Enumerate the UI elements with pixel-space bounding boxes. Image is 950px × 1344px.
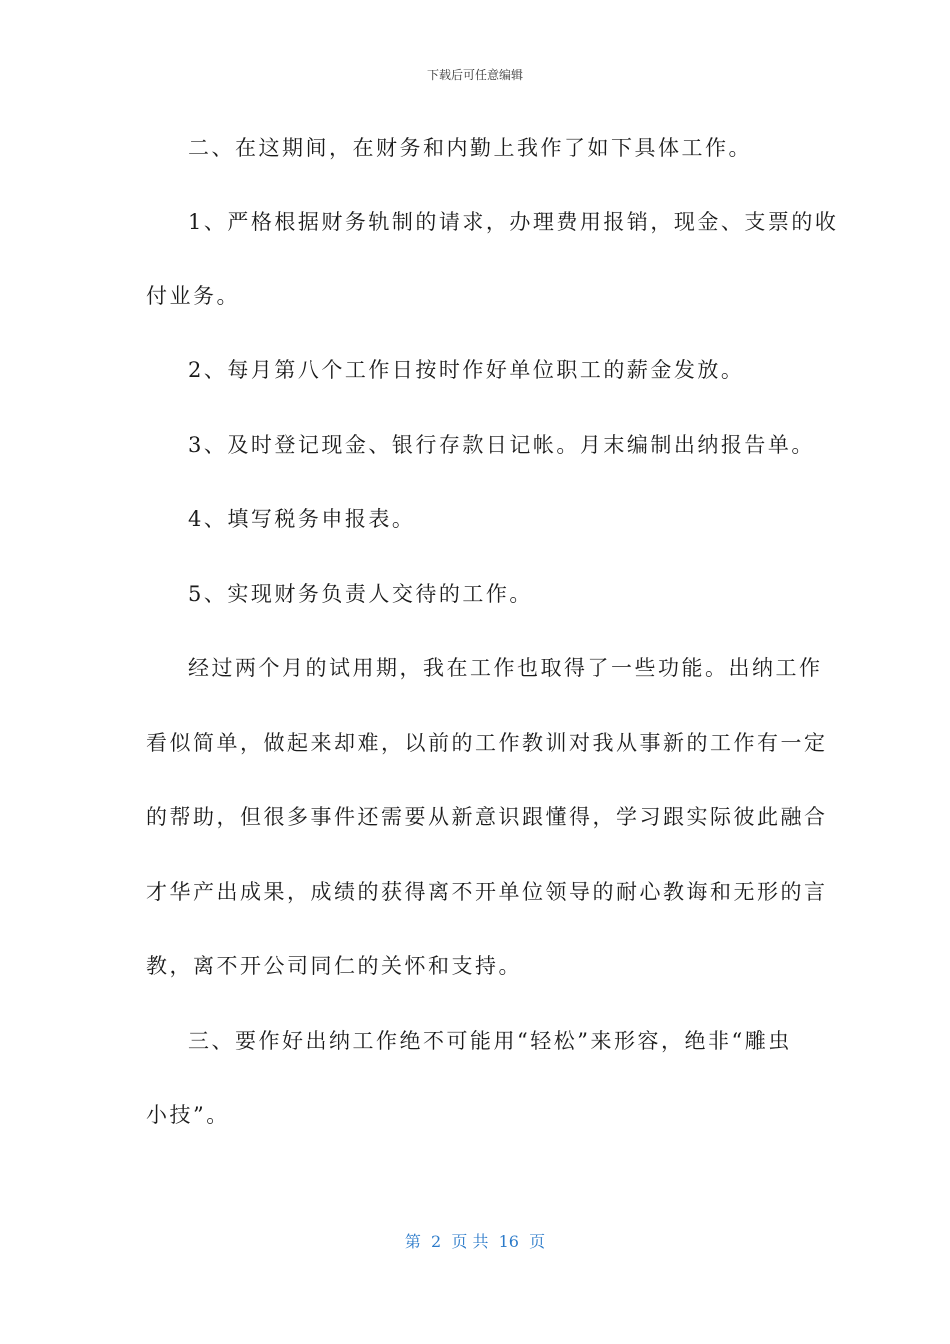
paragraph-line: 看似简单，做起来却难，以前的工作教训对我从事新的工作有一定: [146, 731, 828, 755]
paragraph-line: 2、每月第八个工作日按时作好单位职工的薪金发放。: [188, 358, 745, 382]
paragraph-line: 5、实现财务负责人交待的工作。: [188, 582, 533, 606]
paragraph-line: 3、及时登记现金、银行存款日记帐。月末编制出纳报告单。: [188, 433, 815, 457]
paragraph-line: 小技”。: [146, 1103, 230, 1127]
paragraph-line: 二、在这期间，在财务和内勤上我作了如下具体工作。: [188, 136, 752, 160]
paragraph-line: 的帮助，但很多事件还需要从新意识跟懂得，学习跟实际彼此融合: [146, 805, 828, 829]
paragraph-line: 教，离不开公司同仁的关怀和支持。: [146, 954, 522, 978]
paragraph-line: 付业务。: [146, 284, 240, 308]
paragraph-line: 三、要作好出纳工作绝不可能用“轻松”来形容，绝非“雕虫: [188, 1029, 792, 1053]
paragraph-line: 经过两个月的试用期，我在工作也取得了一些功能。出纳工作: [188, 656, 823, 680]
paragraph-line: 4、填写税务申报表。: [188, 507, 416, 531]
page-header: 下载后可任意编辑: [426, 68, 523, 82]
paragraph-line: 才华产出成果，成绩的获得离不开单位领导的耐心教诲和无形的言: [146, 880, 828, 904]
paragraph-line: 1、严格根据财务轨制的请求，办理费用报销，现金、支票的收: [188, 210, 839, 234]
page-number-footer: 第 2 页 共 16 页: [404, 1232, 546, 1251]
